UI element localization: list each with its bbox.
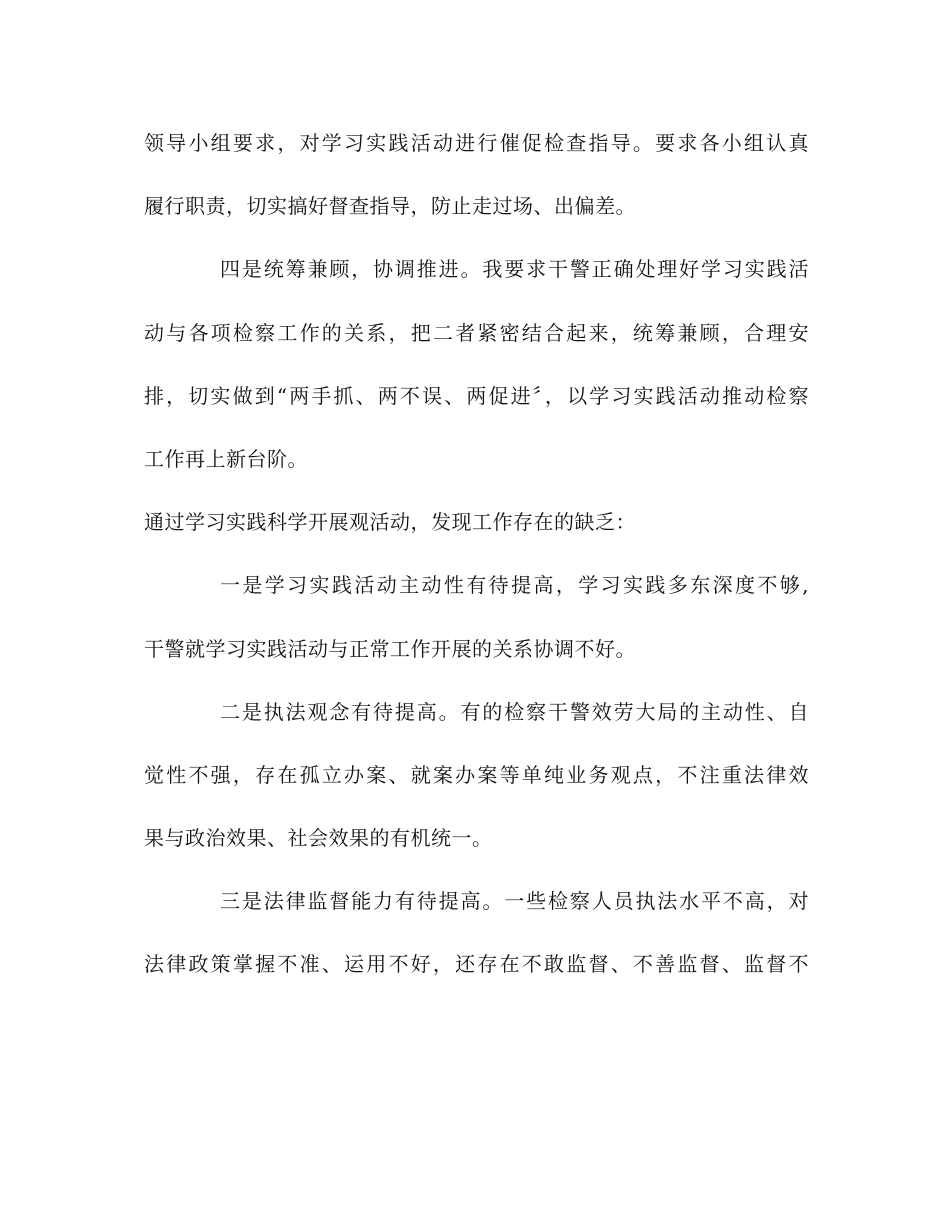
document-body	[144, 112, 809, 997]
paragraph-line: 领导小组要求，对学习实践活动进行催促检查指导。要求各小组认真	[144, 131, 809, 155]
paragraph-line: 二是执法观念有待提高。有的检察干警效劳大局的主动性、自	[220, 699, 809, 724]
paragraph-line: 动与各项检察工作的关系，把二者紧密结合起来，统筹兼顾，合理安	[144, 320, 809, 345]
paragraph-line: 四是统筹兼顾，协调推进。我要求干警正确处理好学习实践活	[220, 257, 809, 282]
paragraph-line: 一是学习实践活动主动性有待提高，学习实践多东深度不够,	[220, 573, 809, 598]
paragraph-line: 通过学习实践科学开展观活动，发现工作存在的缺乏：	[144, 510, 636, 535]
paragraph-line: 法律政策掌握不准、运用不好，还存在不敢监督、不善监督、监督不	[144, 952, 809, 977]
paragraph-line: 工作再上新台阶。	[144, 446, 308, 471]
paragraph-line: 干警就学习实践活动与正常工作开展的关系协调不好。	[144, 636, 636, 661]
paragraph-line: 三是法律监督能力有待提高。一些检察人员执法水平不高，对	[220, 889, 809, 914]
paragraph-line: 果与政治效果、社会效果的有机统一。	[144, 826, 493, 851]
paragraph-line: 觉性不强，存在孤立办案、就案办案等单纯业务观点，不注重法律效	[144, 762, 809, 787]
paragraph-line: 排，切实做到“两手抓、两不误、两促进〞，以学习实践活动推动检察	[144, 383, 809, 408]
paragraph-line: 履行职责，切实搞好督查指导，防止走过场、出偏差。	[144, 194, 636, 219]
